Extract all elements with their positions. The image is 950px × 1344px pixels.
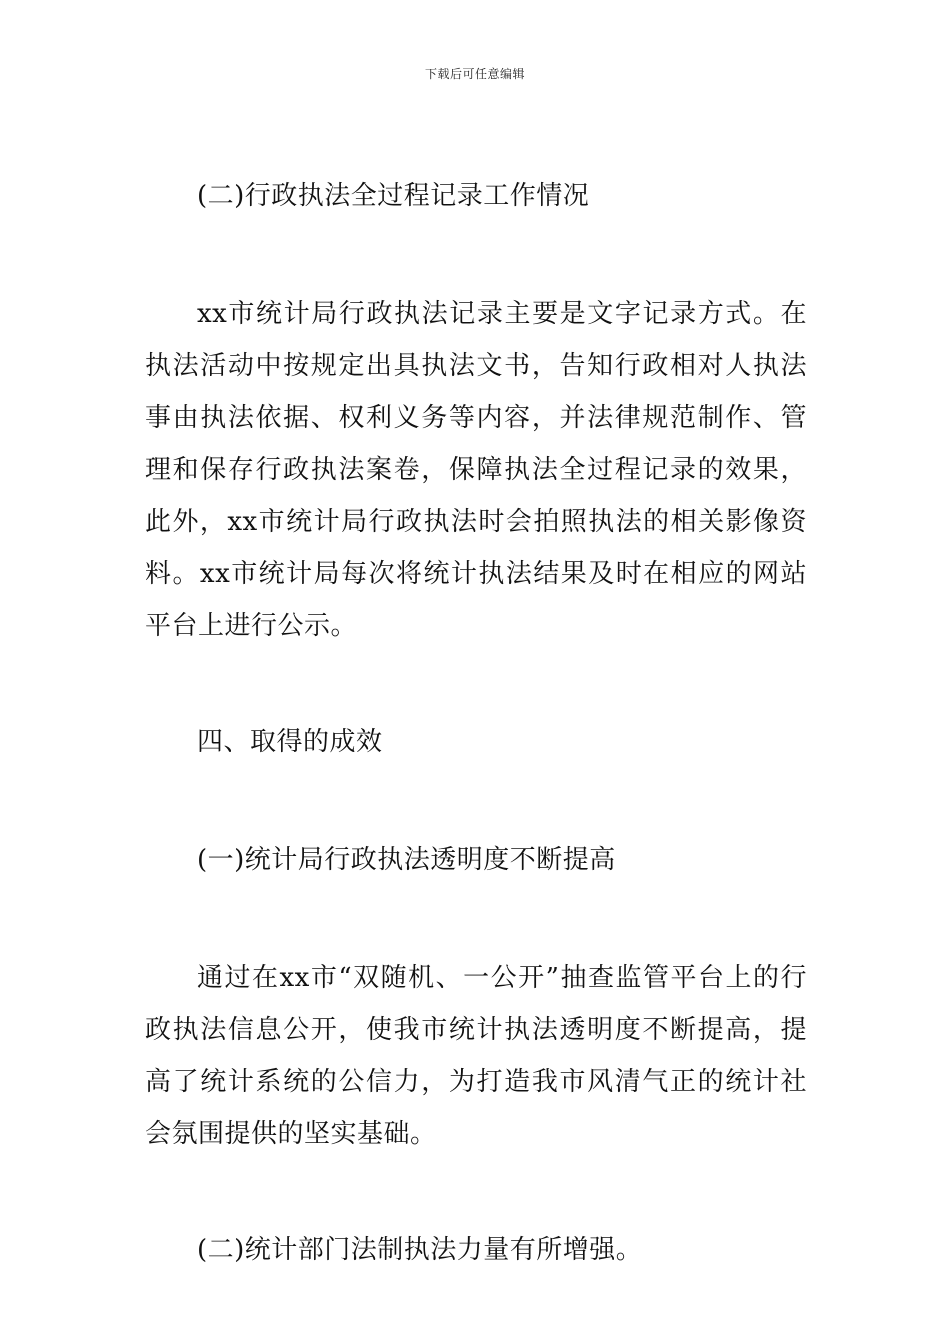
document-body (145, 170, 807, 1276)
section-heading-achievements: 四、取得的成效 (197, 727, 383, 757)
subheading-transparency: (一)统计局行政执法透明度不断提高 (197, 845, 616, 875)
spacer (145, 652, 807, 716)
spacer (145, 1160, 807, 1224)
spacer (145, 222, 807, 288)
spacer (145, 886, 807, 952)
subheading-full-process-record: (二)行政执法全过程记录工作情况 (197, 181, 590, 211)
subheading-enforcement-strength: (二)统计部门法制执法力量有所增强。 (197, 1235, 643, 1265)
paragraph-transparency: 通过在xx市“双随机、一公开”抽查监管平台上的行政执法信息公开，使我市统计执法透明度不断提高，提高了统计系统的公信力，为打造我市风清气正的统计社会氛围提供的坚实基础。 (145, 963, 807, 1149)
spacer (145, 768, 807, 834)
header-note: 下载后可任意编辑 (424, 67, 525, 81)
paragraph-record-method: xx市统计局行政执法记录主要是文字记录方式。在执法活动中按规定出具执法文书，告知行政相对人执法事由执法依据、权利义务等内容，并法律规范制作、管理和保存行政执法案卷，保障执法全过程记录的效果，此外，xx市统计局行政执法时会拍照执法的相关影像资料。xx市统计局每次将统计执法结果及时在相应的网站平台上进行公示。 (145, 299, 807, 641)
